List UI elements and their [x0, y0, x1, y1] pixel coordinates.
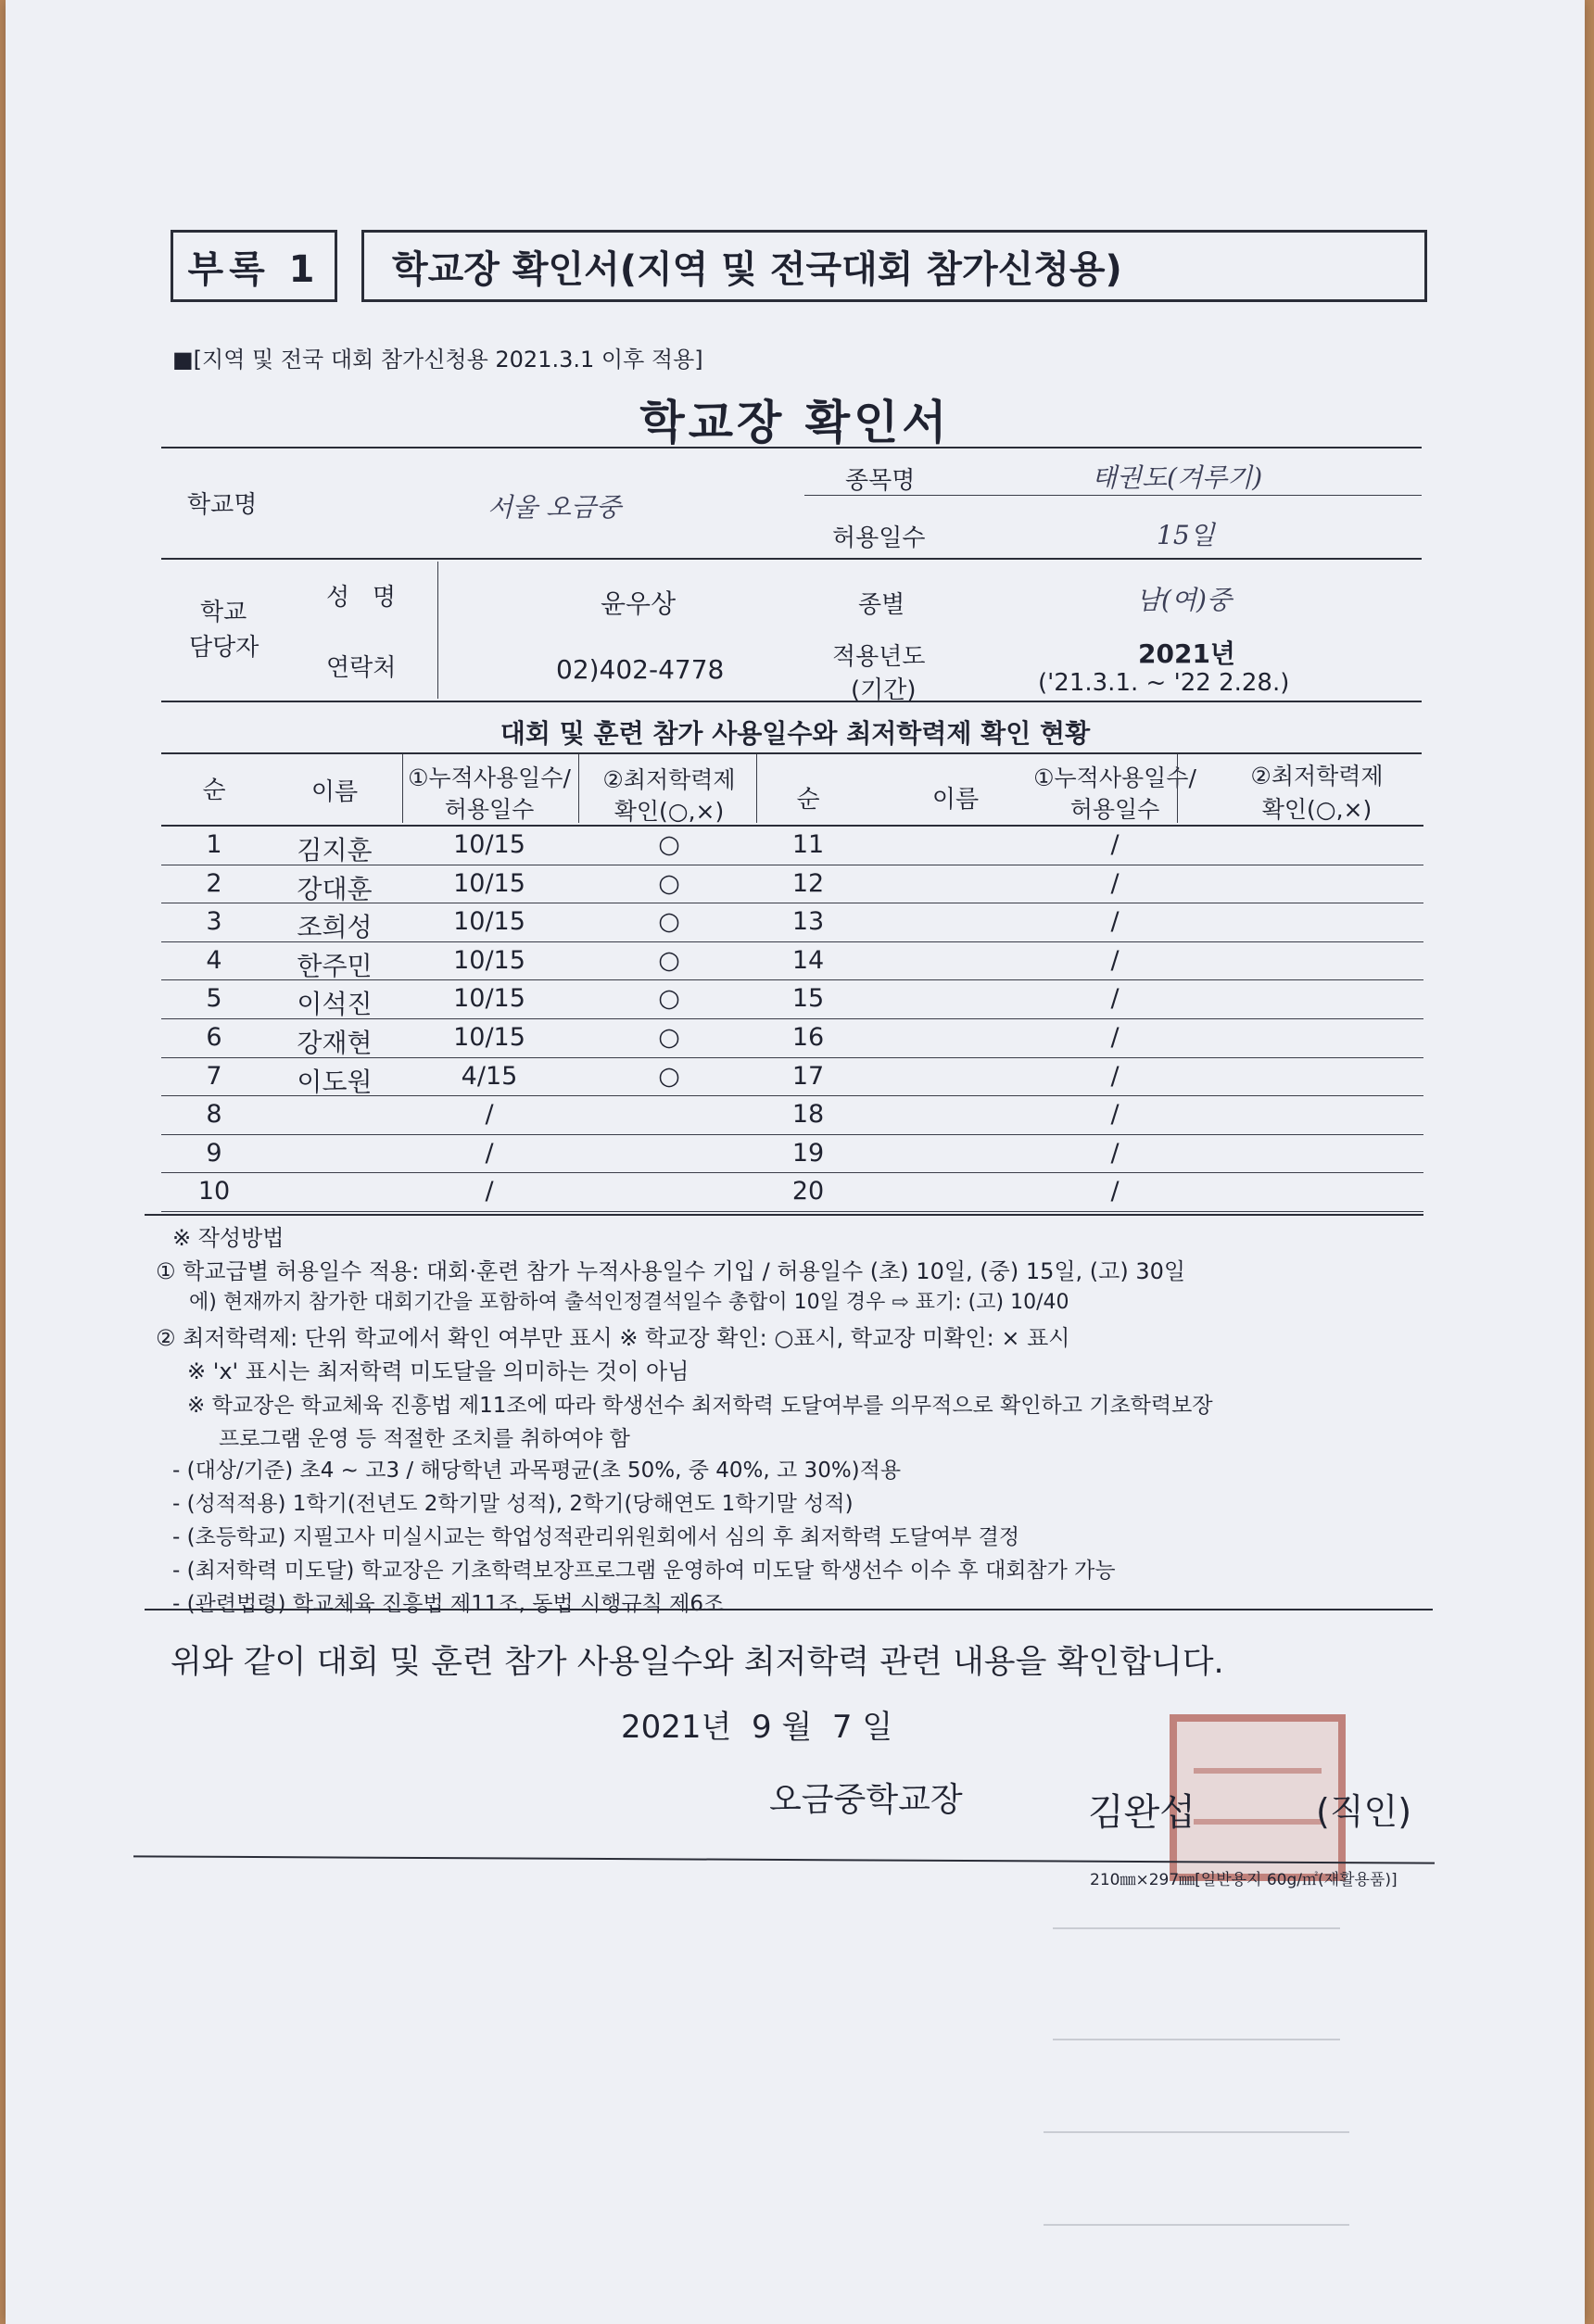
cell-no-right: 13: [791, 907, 825, 937]
cell-no: 6: [206, 1023, 222, 1052]
cell-name: 이도원: [297, 1066, 373, 1097]
document-page: [6, 0, 1585, 2324]
table-row: [154, 980, 1423, 1019]
cell-no-right: 11: [791, 830, 825, 859]
cell-days: /: [485, 1177, 494, 1206]
cell-no: 10: [197, 1177, 231, 1206]
document-title: 학교장 확인서: [639, 396, 951, 449]
col-header-days-right-1: ①누적사용일수/: [1033, 764, 1196, 791]
cell-no: 9: [206, 1138, 222, 1168]
cell-no-right: 19: [791, 1138, 825, 1168]
cell-no: 2: [206, 868, 222, 898]
cell-check: ○: [658, 1023, 680, 1052]
cell-no: 8: [206, 1100, 222, 1130]
cell-check: ○: [658, 1061, 680, 1091]
col-header-check-right-1: ②최저학력제: [1250, 763, 1384, 789]
instruction-line-11: - (관련법령) 학교체육 진흥법 제11조, 동법 시행규칙 제6조: [172, 1592, 725, 1616]
show-through-mark-1: [1053, 1927, 1340, 1929]
principal-title: 오금중학교장: [769, 1781, 963, 1819]
show-through-mark-4: [1044, 2224, 1349, 2226]
cell-days: 10/15: [453, 868, 525, 898]
instruction-line-9: - (초등학교) 지필고사 미실시교는 학업성적관리위원회에서 심의 후 최저학력 도달여부 결정: [172, 1525, 1020, 1549]
cell-no: 4: [206, 945, 222, 975]
table-row: [154, 1096, 1423, 1135]
cell-days-right: /: [1110, 984, 1120, 1014]
cell-days: 10/15: [453, 984, 525, 1014]
cell-no: 7: [206, 1061, 222, 1091]
cell-no-right: 12: [791, 868, 825, 898]
cell-days-right: /: [1110, 830, 1120, 859]
sport-value: 태권도(겨루기): [1092, 462, 1263, 493]
cell-days-right: /: [1110, 1061, 1120, 1091]
cell-days-right: /: [1110, 945, 1120, 975]
col-header-no: 순: [202, 777, 226, 804]
instruction-line-1: ① 학교급별 허용일수 적용: 대회·훈련 참가 누적사용일수 기입 / 허용일수 (초) 10일, (중) 15일, (고) 30일: [156, 1258, 1186, 1284]
instruction-line-4: ※ 'x' 표시는 최저학력 미도달을 의미하는 것이 아님: [187, 1358, 689, 1384]
cell-days-right: /: [1110, 1177, 1120, 1206]
contact-group-label-1: 학교: [200, 599, 247, 626]
allowed-days-label: 허용일수: [832, 524, 926, 552]
row-divider: [161, 1211, 1423, 1212]
instruction-line-7: - (대상/기준) 초4 ~ 고3 / 해당학년 과목평균(초 50%, 중 40%, 고 30%)적용: [172, 1459, 902, 1483]
show-through-mark-2: [1053, 2039, 1340, 2040]
instruction-line-3: ② 최저학력제: 단위 학교에서 확인 여부만 표시 ※ 학교장 확인: ○표시, 학교장 미확인: × 표시: [156, 1325, 1070, 1351]
cell-days-right: /: [1110, 1023, 1120, 1052]
allowed-days-value: 15일: [1157, 520, 1215, 550]
confirmation-date: 2021년 9 월 7 일: [621, 1709, 893, 1746]
cell-no: 3: [206, 907, 222, 937]
name-value: 윤우상: [601, 588, 677, 619]
cell-no: 1: [206, 830, 222, 859]
principal-name: 김완섭: [1088, 1791, 1196, 1834]
instruction-line-8: - (성적적용) 1학기(전년도 2학기말 성적), 2학기(당해연도 1학기말 성적): [172, 1492, 854, 1516]
sport-label: 종목명: [845, 467, 916, 495]
appendix-box: [171, 230, 337, 302]
appendix-label: 부록 1: [187, 247, 321, 291]
cell-days-right: /: [1110, 1100, 1120, 1130]
cell-days-right: /: [1110, 868, 1120, 898]
status-title: 대회 및 훈련 참가 사용일수와 최저학력제 확인 현황: [500, 718, 1091, 749]
applicability-note: ■[지역 및 전국 대회 참가신청용 2021.3.1 이후 적용]: [172, 347, 703, 373]
instruction-line-2: 에) 현재까지 참가한 대회기간을 포함하여 출석인정결석일수 총합이 10일 경우 ⇨ 표기: (고) 10/40: [189, 1291, 1069, 1314]
instructions-heading: ※ 작성방법: [172, 1225, 285, 1251]
cell-days: 10/15: [453, 907, 525, 937]
school-label: 학교명: [187, 491, 258, 519]
cell-check: ○: [658, 945, 680, 975]
school-value: 서울 오금중: [487, 492, 622, 523]
cell-name: 한주민: [297, 950, 373, 981]
col-header-days-right-2: 허용일수: [1069, 796, 1160, 823]
cell-name: 이석진: [297, 989, 373, 1020]
cell-name: 김지훈: [297, 835, 373, 865]
col-header-check-2: 확인(○,×): [614, 798, 725, 825]
cell-no-right: 20: [791, 1177, 825, 1206]
table-row: [154, 1058, 1423, 1097]
cell-days: /: [485, 1138, 494, 1168]
col-header-days-2: 허용일수: [444, 796, 535, 823]
cell-name: 강재현: [297, 1028, 373, 1058]
period-value: ('21.3.1. ~ '22 2.28.): [1038, 669, 1290, 697]
table-row: [154, 942, 1423, 981]
cell-no-right: 14: [791, 945, 825, 975]
cell-check: ○: [658, 868, 680, 898]
cell-days-right: /: [1110, 907, 1120, 937]
year-label: 적용년도: [832, 643, 926, 671]
cell-check: ○: [658, 984, 680, 1014]
cell-days: 10/15: [453, 830, 525, 859]
seal-label: (직인): [1316, 1791, 1412, 1832]
status-table: [154, 754, 1423, 1218]
title-box-text: 학교장 확인서(지역 및 전국대회 참가신청용): [392, 247, 1122, 291]
cell-check: ○: [658, 830, 680, 859]
cell-name: 강대훈: [297, 873, 373, 904]
col-header-no-right: 순: [796, 786, 820, 814]
cell-days: 10/15: [453, 1023, 525, 1052]
title-box: [361, 230, 1427, 302]
gender-label: 종별: [858, 591, 905, 619]
cell-no-right: 16: [791, 1023, 825, 1052]
table-row: [154, 1135, 1423, 1174]
cell-no: 5: [206, 984, 222, 1014]
show-through-mark-3: [1044, 2131, 1349, 2133]
table-row: [154, 903, 1423, 942]
cell-check: ○: [658, 907, 680, 937]
phone-label: 연락처: [326, 654, 397, 682]
paper-spec: 210㎜×297㎜[일반용지 60g/㎡(재활용품)]: [1090, 1871, 1398, 1889]
col-header-check-right-2: 확인(○,×): [1261, 796, 1373, 823]
table-row: [154, 827, 1423, 865]
col-header-check-1: ②최저학력제: [602, 766, 736, 793]
cell-no-right: 18: [791, 1100, 825, 1130]
instruction-line-10: - (최저학력 미도달) 학교장은 기초학력보장프로그램 운영하여 미도달 학생선수 이수 후 대회참가 가능: [172, 1559, 1116, 1583]
instruction-line-5: ※ 학교장은 학교체육 진흥법 제11조에 따라 학생선수 최저학력 도달여부를 의무적으로 확인하고 기초학력보장: [187, 1394, 1213, 1418]
cell-days: /: [485, 1100, 494, 1130]
year-value: 2021년: [1138, 638, 1235, 669]
col-header-name: 이름: [310, 778, 359, 806]
cell-days: 10/15: [453, 945, 525, 975]
instruction-line-6: 프로그램 운영 등 적절한 조치를 취하여야 함: [219, 1427, 630, 1451]
col-header-days-1: ①누적사용일수/: [408, 764, 571, 791]
cell-days-right: /: [1110, 1138, 1120, 1168]
phone-value: 02)402-4778: [556, 654, 725, 685]
table-row: [154, 1019, 1423, 1058]
gender-value: 남(여)중: [1136, 585, 1232, 615]
contact-group-label-2: 담당자: [189, 634, 259, 662]
cell-no-right: 17: [791, 1061, 825, 1091]
confirmation-statement: 위와 같이 대회 및 훈련 참가 사용일수와 최저학력 관련 내용을 확인합니다.: [171, 1644, 1224, 1681]
col-header-name-right: 이름: [931, 786, 980, 814]
cell-no-right: 15: [791, 984, 825, 1014]
period-label: (기간): [851, 676, 917, 704]
table-row: [154, 1173, 1423, 1212]
cell-name: 조희성: [297, 912, 373, 943]
table-row: [154, 865, 1423, 904]
name-label: 성 명: [326, 584, 397, 612]
cell-days: 4/15: [461, 1061, 518, 1091]
